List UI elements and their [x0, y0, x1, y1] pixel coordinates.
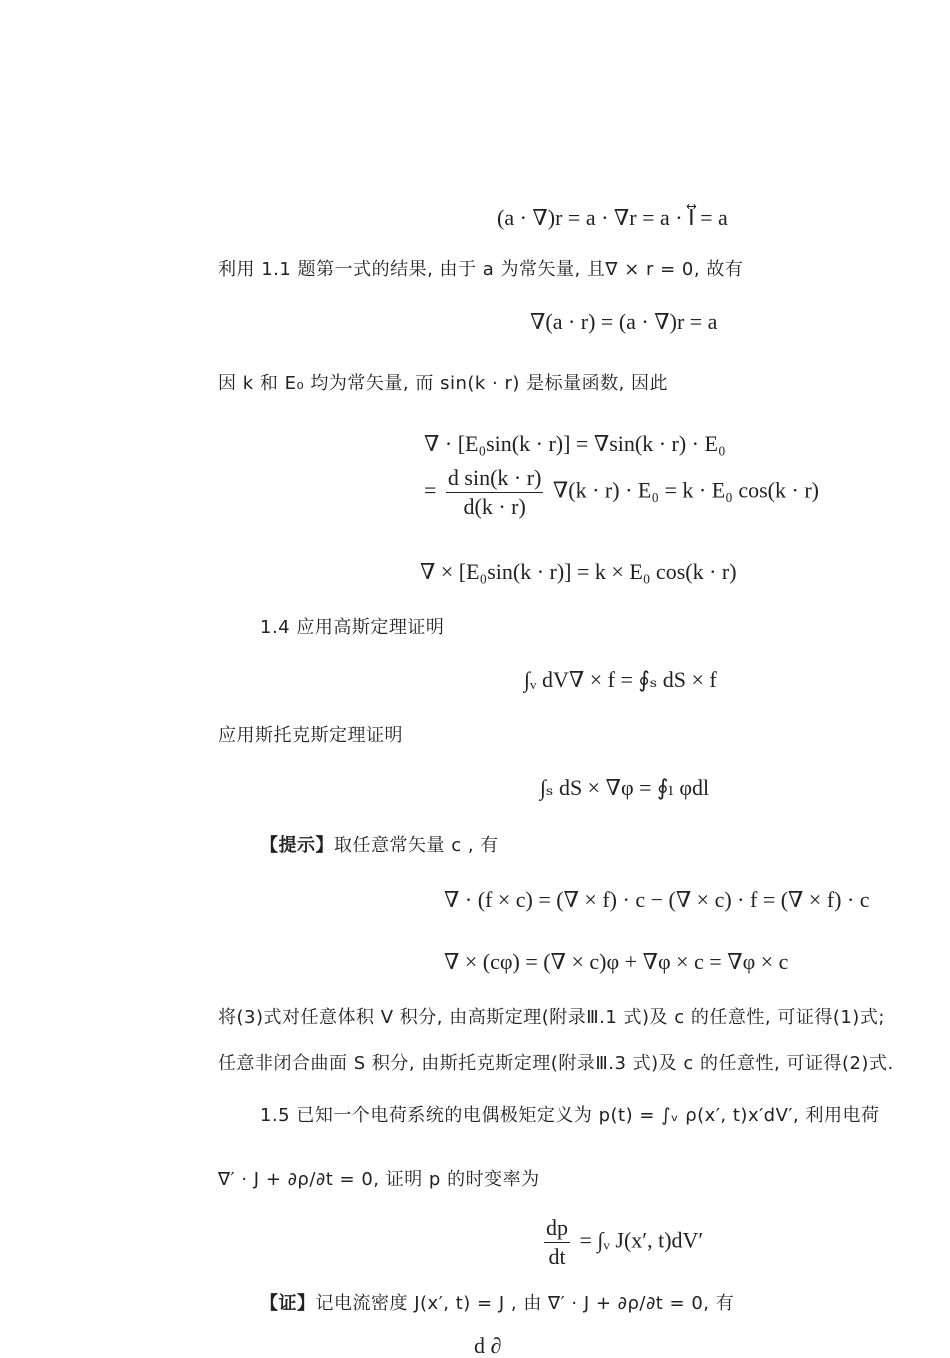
equation-curl: ∇ × [E₀sin(k · r)] = k × E₀ cos(k · r) [420, 559, 737, 584]
fraction-numerator: d sin(k · r) [446, 466, 543, 493]
equation-divergence-line-1: ∇ · [E₀sin(k · r)] = ∇sin(k · r) · E₀ [424, 431, 726, 456]
proof-label: 【证】 [260, 1293, 316, 1314]
fraction [544, 1216, 570, 1269]
problem-1-5-heading: 1.5 已知一个电荷系统的电偶极矩定义为 p(t) = ∫ᵥ ρ(x′, t)x′dV′, 利用电荷 [260, 1105, 880, 1126]
equation-stokes: ∫ₛ dS × ∇φ = ∮ₗ φdl [540, 775, 710, 800]
hint-label: 【提示】 [260, 835, 334, 856]
hint-text: 取任意常矢量 c , 有 [334, 835, 499, 856]
equation-dp-dt [540, 1216, 703, 1269]
text-use-problem-1-1: 利用 1.1 题第一式的结果, 由于 a 为常矢量, 且∇ × r = 0, 故有 [218, 259, 744, 280]
text-k-and-e0: 因 k 和 E₀ 均为常矢量, 而 sin(k · r) 是标量函数, 因此 [218, 373, 669, 394]
equation-divergence-line-2 [424, 466, 819, 519]
fraction [446, 466, 543, 519]
equation-rest: ∇(k · r) · E₀ = k · E₀ cos(k · r) [552, 477, 819, 503]
proof-line [260, 1292, 734, 1316]
equation-rest: = ∫ᵥ J(x′, t)dV′ [579, 1227, 704, 1253]
text-integral-line-1: 将(3)式对任意体积 V 积分, 由高斯定理(附录Ⅲ.1 式)及 c 的任意性, 可证得(1)式; [218, 1007, 885, 1028]
cut-off-equation: d ∂ [474, 1333, 502, 1358]
problem-1-4-heading: 1.4 应用高斯定理证明 [260, 617, 445, 638]
fraction-denominator: dt [548, 1244, 566, 1269]
equation-minus: = [424, 477, 437, 503]
equation-hint-2: ∇ × (cφ) = (∇ × c)φ + ∇φ × c = ∇φ × c [444, 949, 789, 974]
equation-a-nabla-r: (a · ∇)r = a · ∇r = a · I⃡ = a [497, 205, 728, 230]
proof-text: 记电流密度 J(x′, t) = J , 由 ∇′ · J + ∂ρ/∂t = 0, 有 [315, 1293, 735, 1314]
equation-hint-1: ∇ · (f × c) = (∇ × f) · c − (∇ × c) · f = (∇ × f) · c [444, 887, 870, 912]
fraction-denominator: d(k · r) [463, 494, 526, 519]
text-integral-line-2: 任意非闭合曲面 S 积分, 由斯托克斯定理(附录Ⅲ.3 式)及 c 的任意性, 可证得(2)式. [218, 1053, 894, 1074]
equation-gradient-a-dot-r: ∇(a · r) = (a · ∇)r = a [530, 309, 718, 334]
text-continuity: ∇′ · J + ∂ρ/∂t = 0, 证明 p 的时变率为 [218, 1169, 540, 1190]
equation-gauss: ∫ᵥ dV∇ × f = ∮ₛ dS × f [524, 667, 717, 692]
fraction-numerator: dp [544, 1216, 570, 1243]
text-stokes: 应用斯托克斯定理证明 [218, 725, 403, 746]
hint-line [260, 834, 499, 858]
